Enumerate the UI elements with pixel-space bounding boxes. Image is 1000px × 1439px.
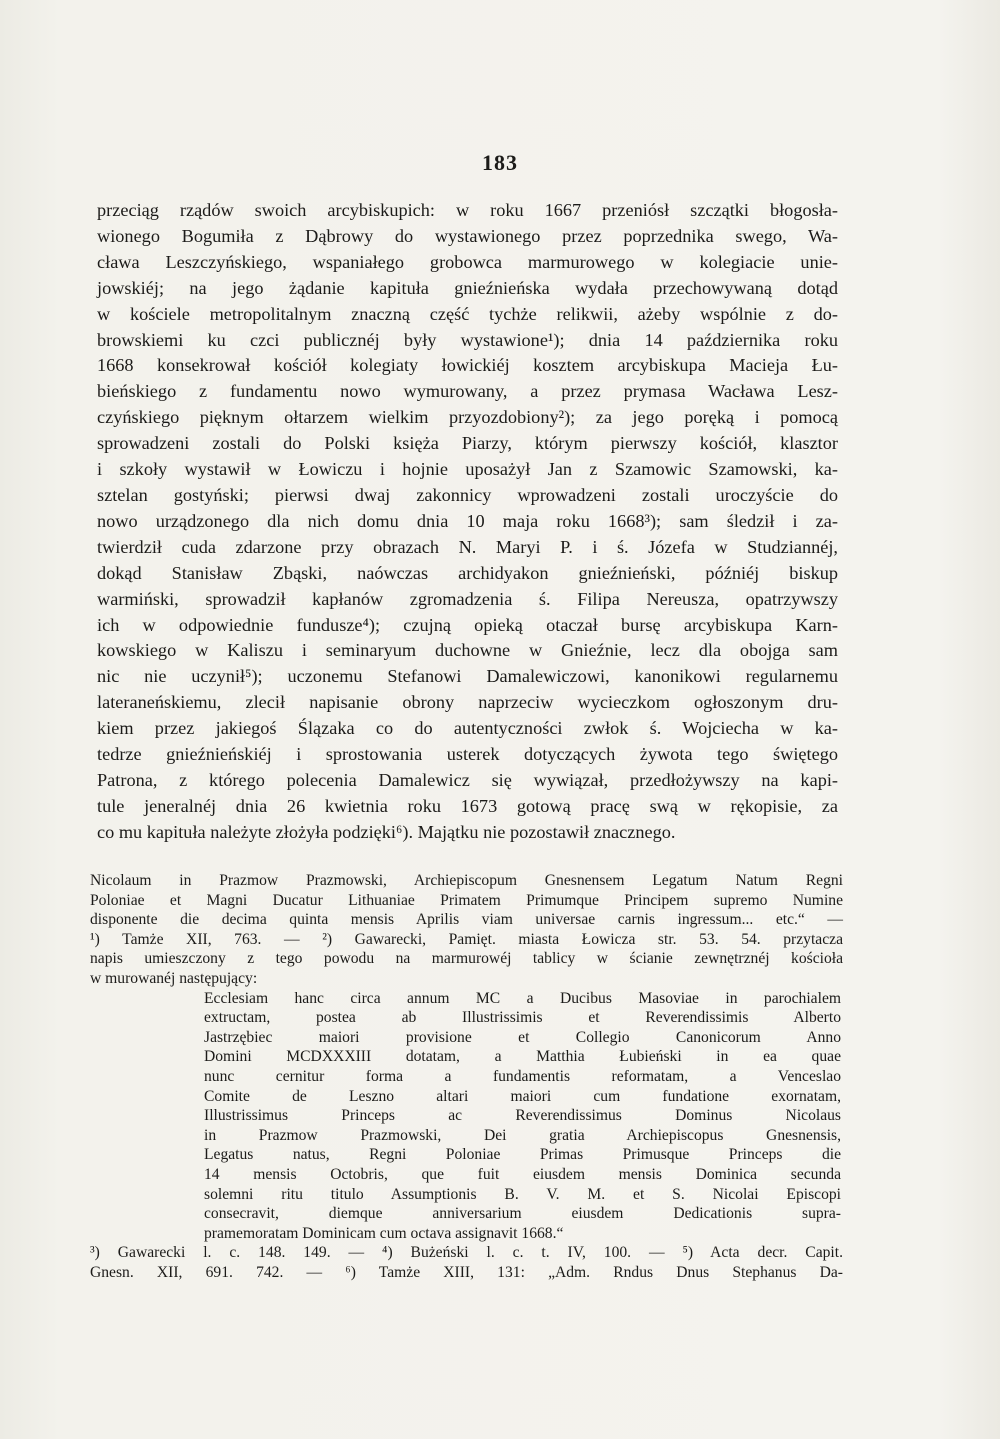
text-line: sprowadzeni zostali do Polski księża Piarzy, którym pierwszy kościół, klasztor <box>97 433 838 454</box>
text-line: bieńskiego z fundamentu nowo wymurowany, a przez prymasa Wacława Lesz- <box>97 381 838 402</box>
quote-line: Ecclesiam hanc circa annum MC a Ducibus Masoviae in parochialem <box>204 989 841 1007</box>
text-line: 1668 konsekrował kościół kolegiaty łowickiéj kosztem arcybiskupa Macieja Łu- <box>97 355 838 376</box>
text-line: w kościele metropolitalnym znaczną część tychże relikwii, ażeby wspólnie z do- <box>97 303 838 324</box>
text-line: i szkoły wystawił w Łowiczu i hojnie uposażył Jan z Szamowic Szamowski, ka- <box>97 459 838 480</box>
text-line: Patrona, z którego polecenia Damalewicz się wywiązał, przedłożywszy na kapi- <box>97 769 838 790</box>
text-line: wionego Bogumiła z Dąbrowy do wystawionego przez poprzednika swego, Wa- <box>97 225 838 246</box>
text-line: ich w odpowiednie fundusze⁴); czujną opieką otaczał bursę arcybiskupa Karn- <box>97 614 838 635</box>
quote-line: consecravit, diemque anniversarium eiusdem Dedicationis supra- <box>204 1205 841 1223</box>
footnote-line: disponente die decima quinta mensis Aprilis viam universae carnis ingressum... etc.“ — <box>90 911 843 929</box>
text-line: kowskiego w Kaliszu i seminaryum duchowne w Gnieźnie, lecz dla obojga sam <box>97 640 838 661</box>
text-line: jowskiéj; na jego żądanie kapituła gnieźnieńska wydała przechowywaną dotąd <box>97 277 838 298</box>
text-line: czyńskiego pięknym ołtarzem wielkim przyozdobiony²); za jego poręką i pomocą <box>97 407 838 428</box>
quote-line: nunc cernitur forma a fundamentis reformatam, a Venceslao <box>204 1067 841 1085</box>
footnote-line: w murowanéj następujący: <box>90 969 258 987</box>
text-line: tule jeneralnéj dnia 26 kwietnia roku 1673 gotową pracę swą w rękopisie, za <box>97 795 838 816</box>
quote-line: Domini MCDXXXIII dotatam, a Matthia Łubieński in ea quae <box>204 1048 841 1066</box>
text-line: kiem przez jakiegoś Ślązaka co do autentyczności zwłok ś. Wojciecha w ka- <box>97 718 838 739</box>
text-line: cława Leszczyńskiego, wspaniałego grobowca marmurowego w kolegiacie unie- <box>97 251 838 272</box>
text-line: warmiński, sprowadził kapłanów zgromadzenia ś. Filipa Nereusza, opatrzywszy <box>97 588 838 609</box>
text-line: sztelan gostyński; pierwsi dwaj zakonnicy wprowadzeni zostali uroczyście do <box>97 484 838 505</box>
page-number: 183 <box>482 150 518 175</box>
text-line: browskiemi ku czci publicznéj były wystawione¹); dnia 14 października roku <box>97 329 838 350</box>
footnote-line: Nicolaum in Prazmow Prazmowski, Archiepiscopum Gnesnensem Legatum Natum Regni <box>90 872 843 889</box>
quote-line: Comite de Leszno altari maiori cum fundatione exornatam, <box>204 1087 841 1105</box>
text-line: nowo urządzonego dla nich domu dnia 10 maja roku 1668³); sam śledził i za- <box>97 510 838 531</box>
text-line: nic nie uczynił⁵); uczonemu Stefanowi Damalewiczowi, kanonikowi regularnemu <box>97 666 838 687</box>
footnote-line: napis umieszczony z tego powodu na marmurowéj tablicy w ścianie zewnętrznéj kościoła <box>90 950 843 968</box>
quote-line: Legatus natus, Regni Poloniae Primas Primusque Princeps die <box>204 1146 841 1164</box>
footnote-line: Gnesn. XII, 691. 742. — ⁶) Tamże XIII, 131: „Adm. Rndus Dnus Stephanus Da- <box>90 1263 843 1281</box>
text-line: twierdził cuda zdarzone przy obrazach N. Maryi P. i ś. Józefa w Studziannéj, <box>97 536 838 557</box>
quote-line: Illustrissimus Princeps ac Reverendissimus Dominus Nicolaus <box>204 1107 841 1125</box>
quote-line: 14 mensis Octobris, que fuit eiusdem mensis Dominica secunda <box>204 1165 841 1183</box>
text-line: przeciąg rządów swoich arcybiskupich: w roku 1667 przeniósł szczątki błogosła- <box>97 200 838 220</box>
footnote-line: ³) Gawarecki l. c. 148. 149. — ⁴) Bużeński l. c. t. IV, 100. — ⁵) Acta decr. Capit. <box>90 1244 843 1262</box>
quote-line: Jastrzębiec maiori provisione et Collegio Canonicorum Anno <box>204 1028 841 1046</box>
inscription-quote <box>90 989 843 1244</box>
text-line: tedrze gnieźnieńskiéj i sprostowania usterek dotyczących żywota tego świętego <box>97 744 838 765</box>
text-line: dokąd Stanisław Zbąski, naówczas archidyakon gnieźnieński, późniéj biskup <box>97 562 838 583</box>
footnotes-block <box>90 871 843 1282</box>
quote-line: in Prazmow Prazmowski, Dei gratia Archiepiscopus Gnesnensis, <box>204 1126 841 1144</box>
text-line: co mu kapituła należyte złożyła podzięki⁶). Majątku nie pozostawił znacznego. <box>97 821 676 842</box>
quote-line: pramemoratam Dominicam cum octava assignavit 1668.“ <box>204 1224 564 1242</box>
quote-line: solemni ritu titulo Assumptionis B. V. M. et S. Nicolai Episcopi <box>204 1185 841 1203</box>
quote-line: extructam, postea ab Illustrissimis et Reverendissimis Alberto <box>204 1009 841 1027</box>
footnote-line: Poloniae et Magni Ducatur Lithuaniae Primatem Primumque Principem supremo Numine <box>90 891 843 909</box>
main-text-block <box>97 198 838 846</box>
footnote-line: ¹) Tamże XII, 763. — ²) Gawarecki, Pamięt. miasta Łowicza str. 53. 54. przytacza <box>90 930 843 948</box>
text-line: lateraneńskiemu, zlecił napisanie obrony naprzeciw wycieczkom ogłoszonym dru- <box>97 692 838 713</box>
